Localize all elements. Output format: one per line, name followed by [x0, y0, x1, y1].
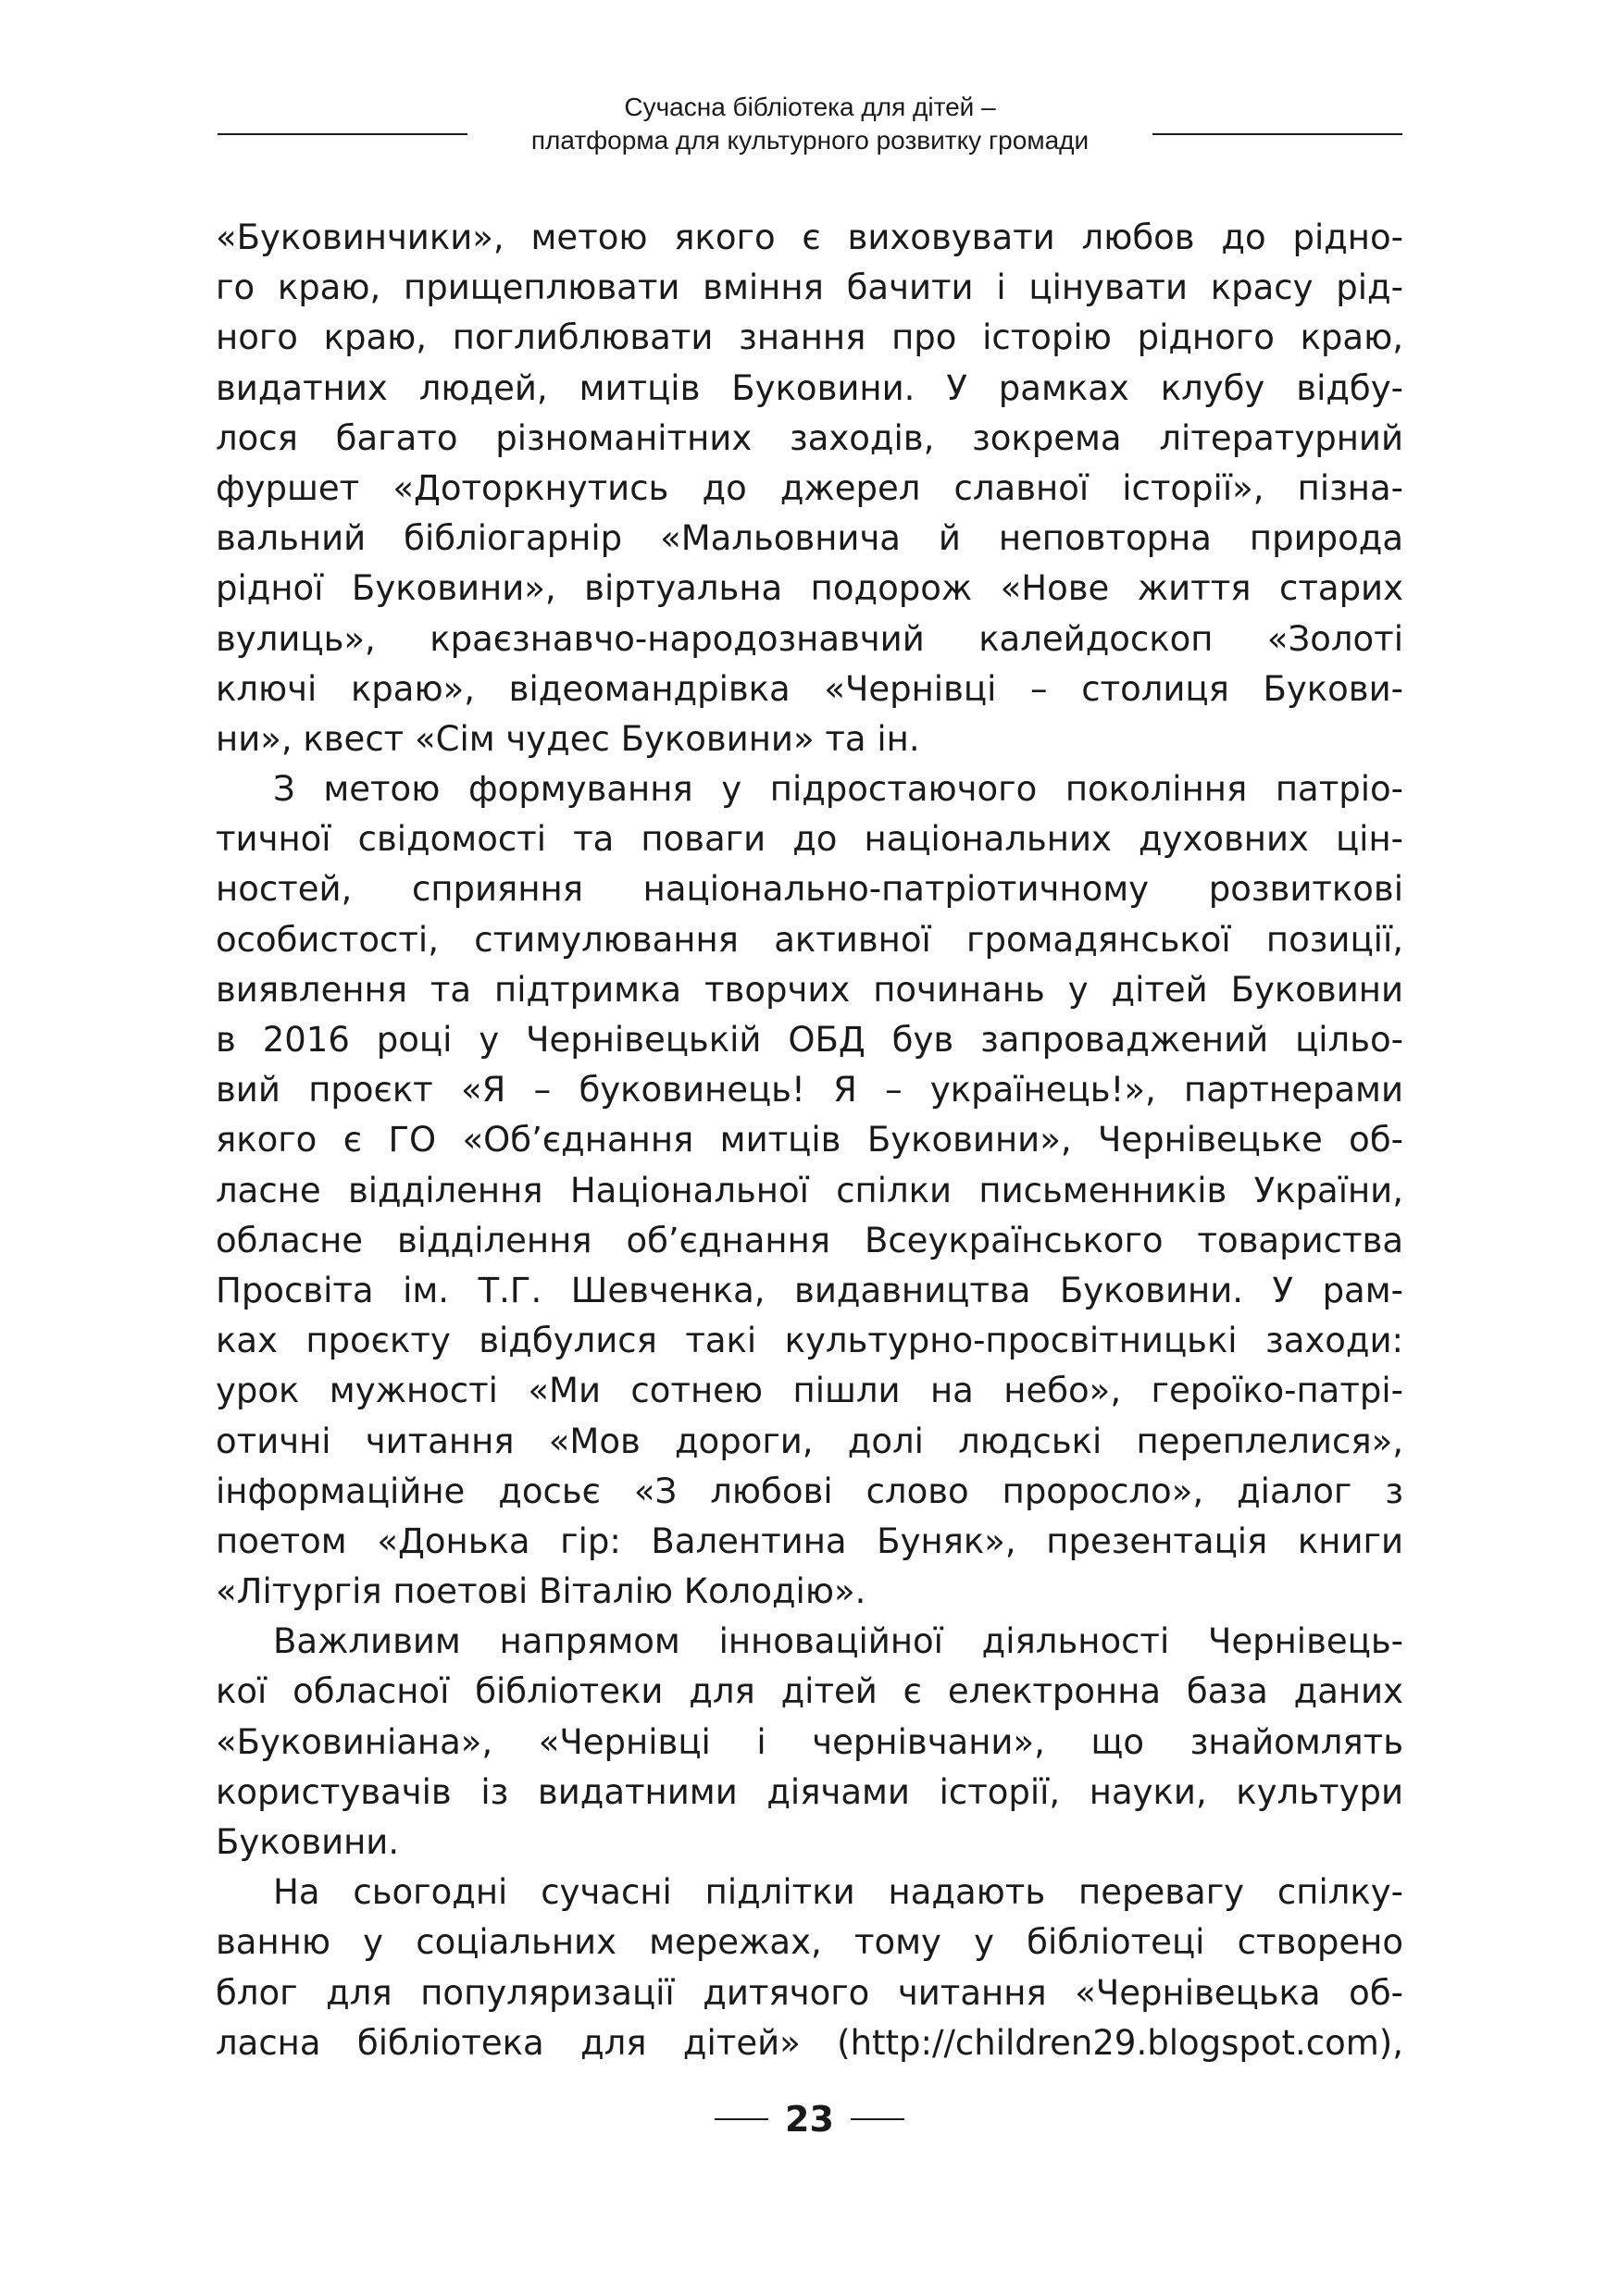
- text-line: урок мужності «Ми сотнею пішли на небо», героїко-патрі-: [216, 1371, 1403, 1411]
- text-line: кої обласної бібліотеки для дітей є електронна база даних: [216, 1671, 1403, 1712]
- text-line: ванню у соціальних мережах, тому у бібліотеці створено: [216, 1922, 1403, 1963]
- paragraph: [216, 213, 1403, 764]
- text-line: видатних людей, митців Буковини. У рамках клубу відбу-: [216, 367, 1403, 408]
- header-title-line-1: Сучасна бібліотека для дітей –: [624, 93, 996, 121]
- text-line: користувачів із видатними діячами історії, науки, культури: [216, 1771, 1403, 1812]
- text-line: ласна бібліотека для дітей» (http://children29.blogspot.com),: [216, 2022, 1403, 2063]
- header-title-line-2: платформа для культурного розвитку громади: [530, 126, 1090, 155]
- text-line: ключі краю», відеомандрівка «Чернівці – столиця Букови-: [216, 668, 1403, 709]
- page-number: 23: [785, 2099, 834, 2140]
- text-line: Буковини.: [216, 1822, 400, 1862]
- text-line: ностей, сприяння національно-патріотичному розвиткові: [216, 869, 1403, 910]
- text-line: го краю, прищеплювати вміння бачити і цінувати красу рід-: [216, 267, 1403, 308]
- text-line: виявлення та підтримка творчих починань у дітей Буковини: [216, 969, 1403, 1010]
- text-line: На сьогодні сучасні підлітки надають перевагу спілку-: [273, 1872, 1403, 1913]
- text-line: «Буковиніана», «Чернівці і чернівчани», що знайомлять: [216, 1721, 1403, 1762]
- text-line: обласне відділення об’єднання Всеукраїнського товариства: [216, 1220, 1403, 1260]
- text-line: рідної Буковини», віртуальна подорож «Нове життя старих: [216, 568, 1403, 609]
- text-line: блог для популяризації дитячого читання «Чернівецька об-: [216, 1972, 1403, 2013]
- paragraph: [216, 1617, 1403, 1868]
- footer-rule-left: [715, 2118, 768, 2120]
- body-text: [216, 213, 1403, 2068]
- text-line: особистості, стимулювання активної громадянської позиції,: [216, 919, 1403, 960]
- text-line: вий проєкт «Я – буковинець! Я – українець!», партнерами: [216, 1070, 1403, 1111]
- text-line: Важливим напрямом інноваційної діяльності Чернівець-: [273, 1621, 1403, 1662]
- text-line: вулиць», краєзнавчо-народознавчий калейдоскоп «Золоті: [216, 618, 1403, 659]
- text-line: фуршет «Доторкнутись до джерел славної історії», пізна-: [216, 467, 1403, 508]
- header-title: [218, 91, 1402, 157]
- text-line: інформаційне досьє «З любові слово проросло», діалог з: [216, 1471, 1403, 1511]
- text-line: вальний бібліогарнір «Мальовнича й неповторна природа: [216, 518, 1403, 559]
- running-header: [218, 91, 1402, 165]
- text-line: лося багато різноманітних заходів, зокрема літературний: [216, 417, 1403, 458]
- page-number-group: [715, 2091, 904, 2147]
- footer-rule-right: [851, 2118, 904, 2120]
- text-line: З метою формування у підростаючого покоління патріо-: [273, 769, 1403, 810]
- text-line: ного краю, поглиблювати знання про історію рідного краю,: [216, 317, 1403, 358]
- paragraph: [216, 1868, 1403, 2068]
- text-line: ках проєкту відбулися такі культурно-просвітницькі заходи:: [216, 1321, 1403, 1361]
- text-line: якого є ГО «Об’єднання митців Буковини», Чернівецьке об-: [216, 1120, 1403, 1160]
- page-footer: [0, 2091, 1619, 2147]
- text-line: тичної свідомості та поваги до національних духовних цін-: [216, 819, 1403, 860]
- text-line: ни», квест «Сім чудес Буковини» та ін.: [216, 718, 920, 759]
- text-line: в 2016 році у Чернівецькій ОБД був запроваджений цільо-: [216, 1020, 1403, 1060]
- paragraph: [216, 764, 1403, 1617]
- text-line: поетом «Донька гір: Валентина Буняк», презентація книги: [216, 1520, 1403, 1561]
- text-line: отичні читання «Мов дороги, долі людські переплелися»,: [216, 1421, 1403, 1461]
- text-line: «Буковинчики», метою якого є виховувати любов до рідно-: [216, 217, 1403, 257]
- text-line: «Літургія поетові Віталію Колодію».: [216, 1571, 866, 1612]
- text-line: Просвіта ім. Т.Г. Шевченка, видавництва Буковини. У рам-: [216, 1270, 1403, 1310]
- text-line: ласне відділення Національної спілки письменників України,: [216, 1170, 1403, 1210]
